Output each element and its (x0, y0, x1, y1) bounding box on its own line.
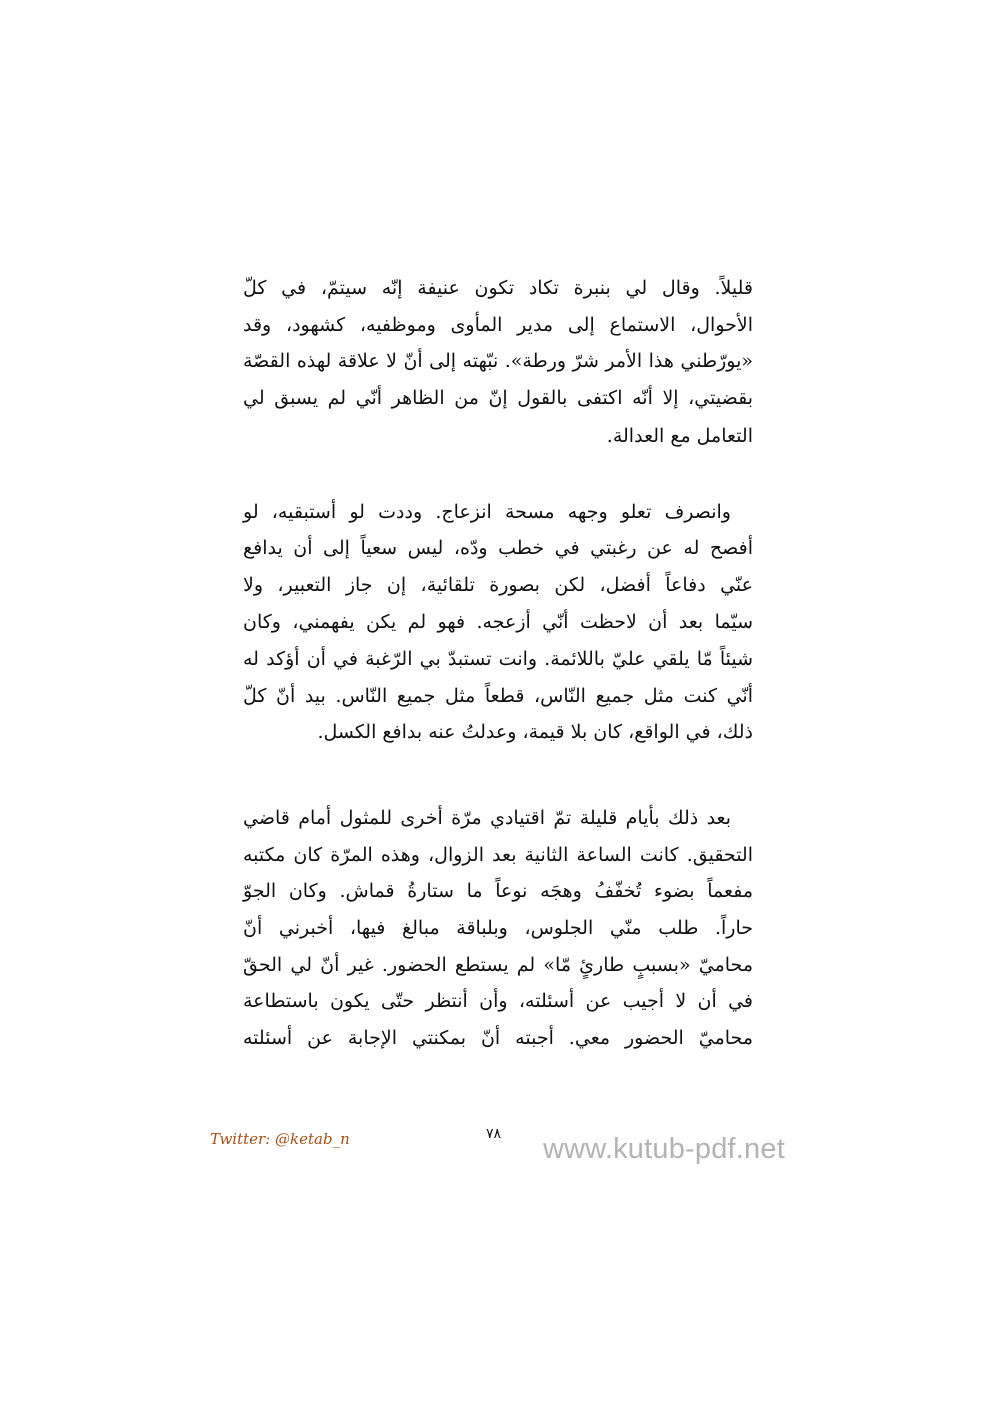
paragraph-1-line-5: التعامل مع العدالة. (606, 425, 753, 447)
page-number: ٧٨ (486, 1126, 502, 1142)
paragraph-3-line-1: بعد ذلك بأيام قليلة تمّ اقتيادي مرّة أخرى للمثول أمام قاضي (243, 807, 731, 829)
paragraph-3-line-6: في أن لا أجيب عن أسئلته، وأن أنتظر حتّى يكون باستطاعة (243, 990, 753, 1012)
twitter-handle: Twitter: @ketab_n (210, 1130, 350, 1148)
paragraph-2-line-1: وانصرف تعلو وجهه مسحة انزعاج. وددت لو أستبقيه، لو (243, 501, 731, 523)
paragraph-1-line-1: قليلاً. وقال لي بنبرة تكاد تكون عنيفة إنّه سيتمّ، في كلّ (243, 277, 753, 299)
paragraph-2-line-4: سيّما بعد أن لاحظت أنّي أزعجه. فهو لم يكن يفهمني، وكان (243, 611, 753, 633)
paragraph-3-line-7: محاميّ الحضور معي. أجبته أنّ بمكنتي الإجابة عن أسئلته (243, 1027, 753, 1049)
paragraph-3-line-5: محاميّ «بسببٍ طارئٍ مّا» لم يستطع الحضور. غير أنّ لي الحقّ (243, 954, 753, 976)
paragraph-2-line-5: شيئاً مّا يلقي عليّ باللائمة. وانت تستبدّ بي الرّغبة في أن أؤكد له (243, 648, 753, 670)
paragraph-3-line-3: مفعماً بضوء تُخفّفُ وهجَه نوعاً ما ستارةُ قماش. وكان الجوّ (243, 880, 753, 902)
paragraph-2-line-2: أفصح له عن رغبتي في خطب ودّه، ليس سعياً إلى أن يدافع (243, 537, 753, 559)
paragraph-1-line-4: بقضيتي، إلا أنّه اكتفى بالقول إنّ من الظاهر أنّي لم يسبق لي (243, 387, 753, 409)
paragraph-1-line-2: الأحوال، الاستماع إلى مدير المأوى وموظفيه، كشهود، وقد (243, 314, 753, 336)
paragraph-2-line-3: عنّي دفاعاً أفضل، لكن بصورة تلقائية، إن جاز التعبير، ولا (243, 574, 753, 596)
paragraph-2-line-6: أنّي كنت مثل جميع النّاس، قطعاً مثل جميع النّاس. بيد أنّ كلّ (243, 685, 753, 707)
watermark-url: www.kutub-pdf.net (543, 1133, 785, 1165)
paragraph-2-line-7: ذلك، في الواقع، كان بلا قيمة، وعدلتُ عنه بدافع الكسل. (317, 721, 753, 743)
paragraph-3-line-2: التحقيق. كانت الساعة الثانية بعد الزوال، وهذه المرّة كان مكتبه (243, 844, 753, 866)
paragraph-1-line-3: «يورّطني هذا الأمر شرّ ورطة». نبّهته إلى أنّ لا علاقة لهذه القصّة (243, 350, 753, 372)
paragraph-3-line-4: حاراً. طلب منّي الجلوس، وبلباقة مبالغ فيها، أخبرني أنّ (243, 917, 753, 939)
